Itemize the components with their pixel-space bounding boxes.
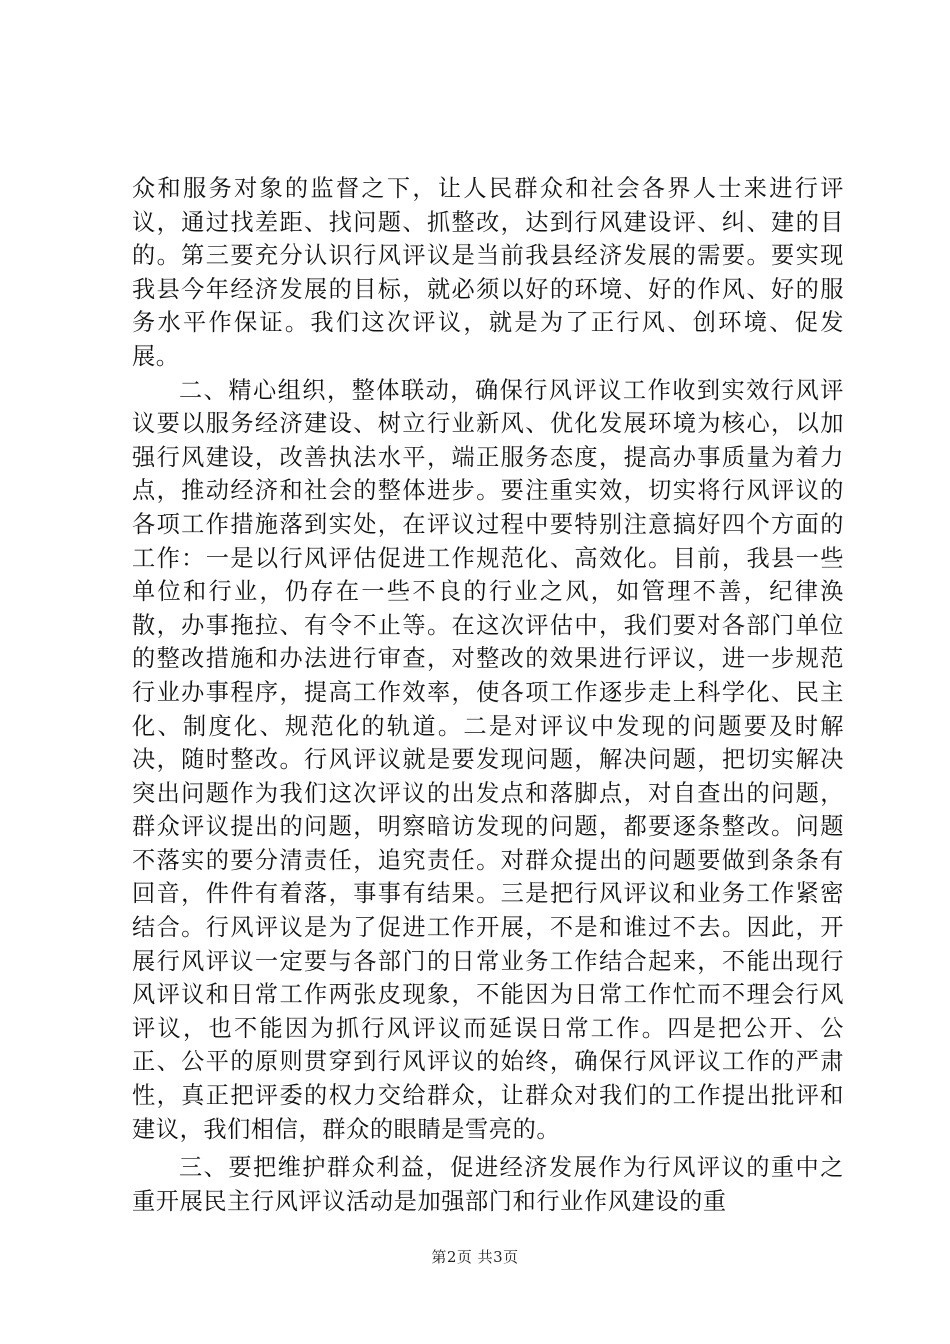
paragraph-2: 二、精心组织，整体联动，确保行风评议工作收到实效行风评议要以服务经济建设、树立行业新风、优化发展环境为核心，以加强行风建设，改善执法水平，端正服务态度，提高办事质量为着力点，推动经济和社会的整体进步。要注重实效，切实将行风评议的各项工作措施落到实处，在评议过程中要特别注意搞好四个方面的工作：一是以行风评估促进工作规范化、高效化。目前，我县一些单位和行业，仍存在一些不良的行业之风，如管理不善，纪律涣散，办事拖拉、有令不止等。在这次评估中，我们要对各部门单位的整改措施和办法进行审查，对整改的效果进行评议，进一步规范行业办事程序，提高工作效率，使各项工作逐步走上科学化、民主化、制度化、规范化的轨道。二是对评议中发现的问题要及时解决，随时整改。行风评议就是要发现问题，解决问题，把切实解决突出问题作为我们这次评议的出发点和落脚点，对自查出的问题，群众评议提出的问题，明察暗访发现的问题，都要逐条整改。问题不落实的要分清责任，追究责任。对群众提出的问题要做到条条有回音，件件有着落，事事有结果。三是把行风评议和业务工作紧密结合。行风评议是为了促进工作开展，不是和谁过不去。因此，开展行风评议一定要与各部门的日常业务工作结合起来，不能出现行风评议和日常工作两张皮现象，不能因为日常工作忙而不理会行风评议，也不能因为抓行风评议而延误日常工作。四是把公开、公正、公平的原则贯穿到行风评议的始终，确保行风评议工作的严肃性，真正把评委的权力交给群众，让群众对我们的工作提出批评和建议，我们相信，群众的眼睛是雪亮的。	[132, 376, 844, 1143]
paragraph-3: 三、要把维护群众利益，促进经济发展作为行风评议的重中之重开展民主行风评议活动是加强部门和行业作风建设的重	[132, 1154, 844, 1215]
document-body	[132, 172, 844, 1218]
page-number-footer: 第2页 共3页	[431, 1248, 519, 1266]
paragraph-1: 众和服务对象的监督之下，让人民群众和社会各界人士来进行评议，通过找差距、找问题、抓整改，达到行风建设评、纠、建的目的。第三要充分认识行风评议是当前我县经济发展的需要。要实现我县今年经济发展的目标，就必须以好的环境、好的作风、好的服务水平作保证。我们这次评议，就是为了正行风、创环境、促发展。	[132, 175, 844, 370]
